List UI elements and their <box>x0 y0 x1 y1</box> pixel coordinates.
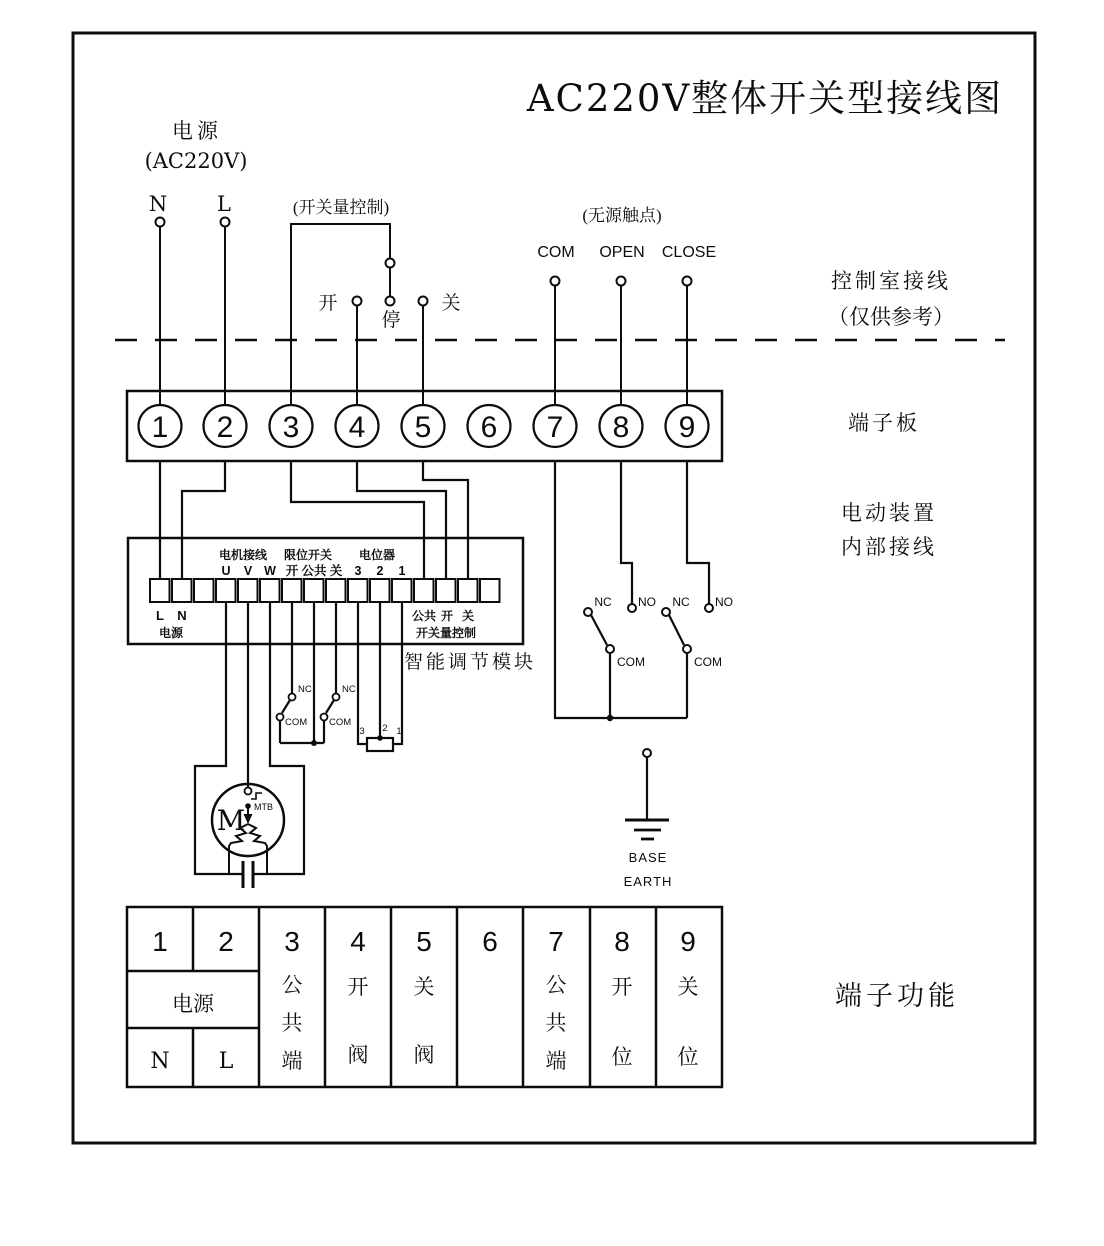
fb-no-a-label: NO <box>638 595 656 609</box>
close-button-label: 关 <box>441 293 461 314</box>
potentiometer <box>358 602 402 751</box>
terminal-number: 7 <box>546 411 564 444</box>
limit-nc-a <box>289 694 296 701</box>
module-group-limit: 限位开关 <box>283 548 333 562</box>
fb-nc-b-label: NC <box>672 595 690 609</box>
table-neutral: N <box>150 1049 170 1074</box>
motor-winding-right <box>248 824 267 874</box>
module-pin-square <box>348 579 368 602</box>
pot-label-2: 2 <box>382 723 388 734</box>
close-label: CLOSE <box>661 244 717 261</box>
fb-blade-a <box>591 615 607 645</box>
actuator-note-1: 电动装置 <box>841 501 937 525</box>
module-pin-label: 关 <box>329 564 343 578</box>
terminal-number: 6 <box>480 411 498 444</box>
wire-pot-3 <box>358 602 367 744</box>
module-pin-square <box>260 579 280 602</box>
table-power-label: 电源 <box>172 992 214 1016</box>
terminal-number: 9 <box>678 411 696 444</box>
pot-label-1: 1 <box>396 726 402 737</box>
table-number: 9 <box>680 926 696 957</box>
power-n-label: N <box>148 192 168 216</box>
table-number: 1 <box>152 926 168 957</box>
limit-blade-a <box>282 700 290 713</box>
table-func-char: 关 <box>413 975 435 999</box>
mtb-label: MTB <box>254 802 273 812</box>
module-pin-label: 2 <box>376 564 384 578</box>
module-ctrl-close: 关 <box>461 609 475 623</box>
fb-blade-b <box>669 615 684 645</box>
open-fb-contact <box>617 277 626 286</box>
ground-label-earth: EARTH <box>623 874 673 889</box>
limit-blade-b <box>326 700 334 713</box>
module-ctrl-common: 公共 <box>411 609 437 623</box>
module-pin-label: 3 <box>354 564 362 578</box>
feedback-contacts <box>584 604 713 653</box>
wire-common-bracket <box>291 224 390 405</box>
table-func-char: 共 <box>545 1011 567 1035</box>
module-pin-square <box>282 579 302 602</box>
terminal-number: 2 <box>216 411 234 444</box>
module-pin-label: U <box>221 564 231 578</box>
n-terminal-dot <box>156 218 165 227</box>
function-table <box>127 907 722 1087</box>
ground-symbol <box>624 749 673 889</box>
pot-label-3: 3 <box>359 726 365 737</box>
control-room-note-2: （仅供参考） <box>828 305 954 329</box>
pot-wiper-dot <box>377 735 383 741</box>
com-label: COM <box>537 244 575 261</box>
limit-com-b <box>321 714 328 721</box>
stop-contact-top <box>386 259 395 268</box>
table-number: 4 <box>350 926 366 957</box>
terminal-board <box>127 391 722 461</box>
l-terminal-dot <box>221 218 230 227</box>
switch-control-label: (开关量控制) <box>292 198 390 217</box>
module-power-n: N <box>177 608 187 623</box>
module-pin-label: V <box>243 564 253 578</box>
module-pin-label: 公共 <box>301 564 327 578</box>
module-pin-square <box>216 579 236 602</box>
fb-nc-a-label: NC <box>594 595 612 609</box>
table-func-char: 端 <box>545 1049 567 1073</box>
mtb-contact <box>245 788 252 795</box>
table-number: 8 <box>614 926 630 957</box>
module-pin-square <box>370 579 390 602</box>
wire-pot-1 <box>393 602 402 744</box>
terminal-number: 4 <box>348 411 366 444</box>
module-pin-label: 1 <box>398 564 406 578</box>
close-fb-contact <box>683 277 692 286</box>
table-live: L <box>218 1049 234 1074</box>
power-source-labels <box>145 119 248 216</box>
module-pin-label: W <box>264 564 276 578</box>
table-func-char: 位 <box>677 1045 699 1069</box>
table-func-char: 阀 <box>413 1043 435 1067</box>
motor-symbol: M <box>216 804 246 837</box>
limit-nc-a-label: NC <box>298 684 312 695</box>
terminal-number: 1 <box>151 411 169 444</box>
fb-nc-a <box>584 608 592 616</box>
module-pin-square <box>458 579 478 602</box>
module-pin-square <box>172 579 192 602</box>
table-number: 6 <box>482 926 498 957</box>
page-title: AC220V整体开关型接线图 <box>526 77 1004 120</box>
power-l-label: L <box>217 192 231 216</box>
table-number: 5 <box>416 926 432 957</box>
fb-no-b <box>705 604 713 612</box>
power-label: 电源 <box>172 119 222 143</box>
control-room-note-1: 控制室接线 <box>831 269 951 293</box>
module-ctrl-label: 开关量控制 <box>415 626 477 640</box>
terminal-number: 8 <box>612 411 630 444</box>
module-ctrl-open: 开 <box>440 609 454 623</box>
table-func-char: 开 <box>611 975 633 999</box>
close-contact <box>419 297 428 306</box>
limit-nc-b-label: NC <box>342 684 356 695</box>
mtb-thermal-glyph <box>251 793 262 799</box>
open-button-label: 开 <box>318 293 338 314</box>
stop-button-label: 停 <box>381 310 401 331</box>
feedback-wiring <box>555 461 709 718</box>
section-annotations <box>828 269 959 1011</box>
table-func-char: 端 <box>281 1049 303 1073</box>
power-voltage: (AC220V) <box>144 149 248 173</box>
fb-com-b <box>683 645 691 653</box>
module-pin-square <box>304 579 324 602</box>
module-pin-label: 开 <box>285 564 299 578</box>
table-number: 3 <box>284 926 300 957</box>
ground-label-base: BASE <box>628 850 668 865</box>
table-func-char: 公 <box>545 973 567 997</box>
module-group-pot: 电位器 <box>358 548 396 562</box>
wire-t9-no <box>687 461 709 604</box>
switch-control-labels <box>293 198 461 331</box>
passive-contact-labels <box>537 206 716 261</box>
module-pin-square <box>194 579 214 602</box>
wire-t8-no <box>621 461 632 604</box>
open-label: OPEN <box>599 244 645 261</box>
open-contact <box>353 297 362 306</box>
control-room-contacts <box>156 218 692 306</box>
stop-contact-bottom <box>386 297 395 306</box>
module-pin-square <box>326 579 346 602</box>
module-name: 智能调节模块 <box>403 652 537 673</box>
fb-no-a <box>628 604 636 612</box>
table-func-char: 公 <box>281 973 303 997</box>
limit-nc-b <box>333 694 340 701</box>
limit-junction-dot <box>311 740 317 746</box>
limit-com-a-label: COM <box>285 717 308 728</box>
module-power-label: 电源 <box>158 626 184 640</box>
module-group-motor: 电机接线 <box>218 548 268 562</box>
limit-com-a <box>277 714 284 721</box>
fb-nc-b <box>662 608 670 616</box>
fb-com-a <box>606 645 614 653</box>
module-pin-square <box>480 579 500 602</box>
terminal-board-note: 端子板 <box>848 411 920 435</box>
terminal-number: 5 <box>414 411 432 444</box>
com-contact <box>551 277 560 286</box>
module-pin-square <box>238 579 258 602</box>
table-func-char: 开 <box>347 975 369 999</box>
module-pin-square <box>414 579 434 602</box>
terminal-function-note: 端子功能 <box>835 981 959 1011</box>
limit-com-b-label: COM <box>329 717 352 728</box>
module-power-l: L <box>156 608 164 623</box>
smart-module <box>128 538 523 644</box>
module-pin-square <box>436 579 456 602</box>
table-func-char: 关 <box>677 975 699 999</box>
fb-no-b-label: NO <box>715 595 733 609</box>
actuator-note-2: 内部接线 <box>841 535 937 559</box>
module-pin-square <box>392 579 412 602</box>
terminal-number: 3 <box>282 411 300 444</box>
fb-com-a-label: COM <box>617 655 645 669</box>
table-func-char: 位 <box>611 1045 633 1069</box>
table-func-char: 阀 <box>347 1043 369 1067</box>
fb-junction-dot <box>607 715 613 721</box>
module-pin-square <box>150 579 170 602</box>
passive-contact-label: (无源触点) <box>582 206 662 225</box>
table-number: 2 <box>218 926 234 957</box>
fb-com-b-label: COM <box>694 655 722 669</box>
table-func-char: 共 <box>281 1011 303 1035</box>
table-number: 7 <box>548 926 564 957</box>
